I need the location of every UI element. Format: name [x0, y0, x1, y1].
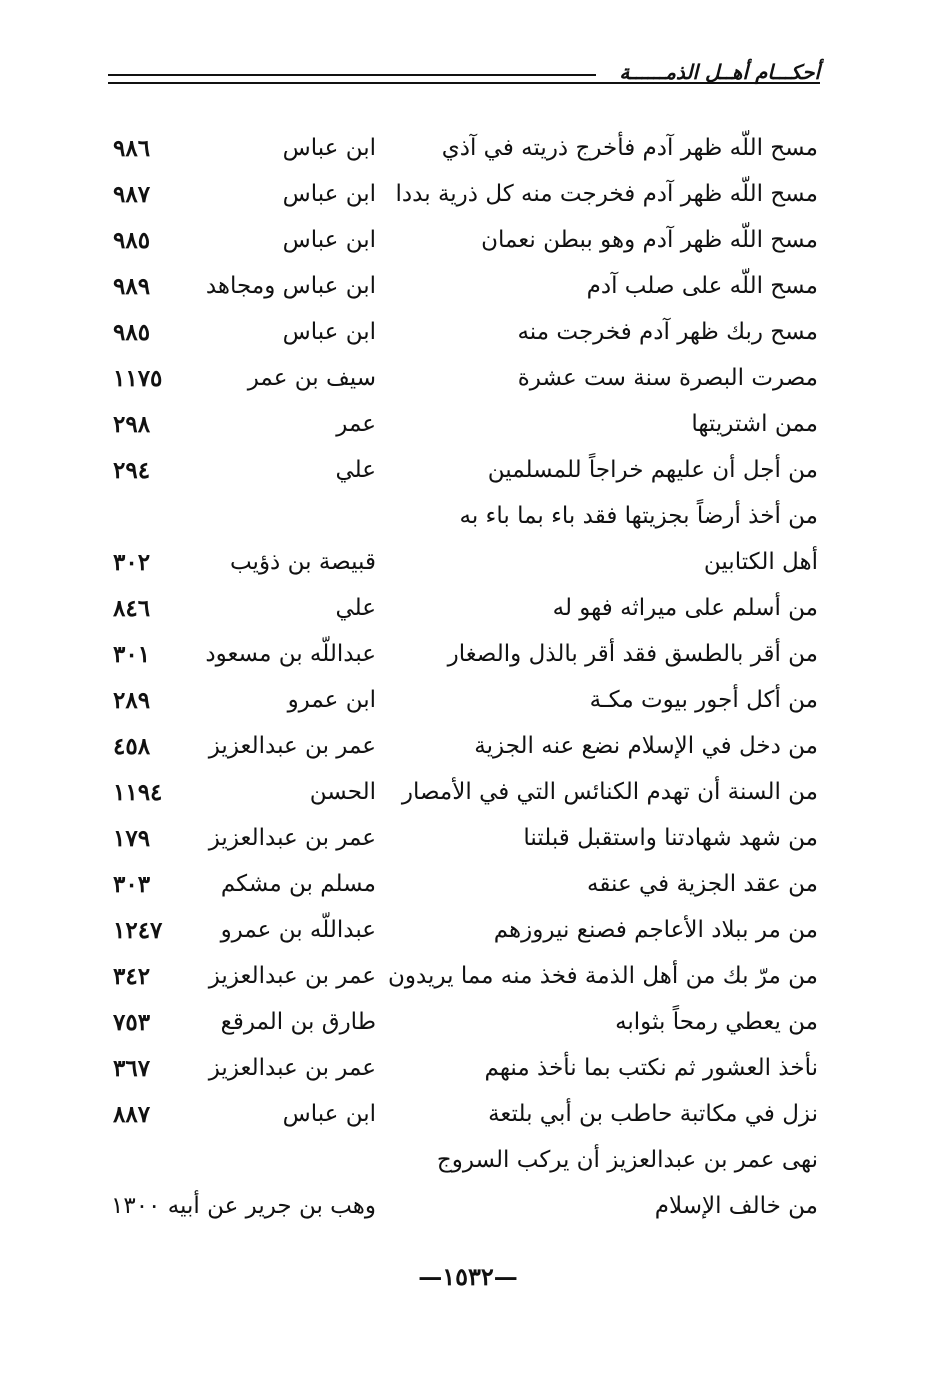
index-row: [0, 955, 936, 1001]
index-row: [0, 173, 936, 219]
page-reference: ٣٠١: [113, 641, 151, 668]
index-row: [0, 311, 936, 357]
index-row: [0, 909, 936, 955]
narrator-name: ابن عباس: [282, 181, 376, 207]
page-reference: ٨٨٧: [113, 1101, 151, 1128]
index-row: [0, 587, 936, 633]
page-reference: ١٢٤٧: [113, 917, 163, 944]
hadith-text: أهل الكتابين: [703, 549, 818, 575]
index-row: [0, 495, 936, 541]
narrator-name: علي: [335, 595, 376, 621]
page-reference: ٣٠٢: [113, 549, 151, 576]
header-rule-upper: [108, 74, 596, 76]
hadith-text: مسح اللّه ظهر آدم فأخرج ذريته في آذي: [441, 135, 818, 161]
narrator-name: سيف بن عمر: [247, 365, 376, 391]
hadith-text: من خالف الإسلام: [654, 1193, 818, 1219]
hadith-text: من مرّ بك من أهل الذمة فخذ منه مما يريدون: [387, 963, 818, 989]
index-row: [0, 449, 936, 495]
hadith-text: نزل في مكاتبة حاطب بن أبي بلتعة: [488, 1101, 818, 1127]
hadith-text: من يعطي رمحاً بثوابه: [615, 1009, 818, 1035]
page-reference: ٢٨٩: [113, 687, 151, 714]
header-title: أحكـــام أهــل الذمــــــة: [619, 60, 820, 84]
page-reference: ٧٥٣: [113, 1009, 151, 1036]
hadith-text: من أكل أجور بيوت مكـة: [589, 687, 818, 713]
index-row: [0, 633, 936, 679]
index-row: [0, 219, 936, 265]
narrator-name: ابن عباس: [282, 135, 376, 161]
narrator-name: عمر: [336, 411, 376, 437]
narrator-name: الحسن: [309, 779, 376, 805]
hadith-text: من أسلم على ميراثه فهو له: [552, 595, 818, 621]
narrator-name: عمر بن عبدالعزيز: [208, 1055, 376, 1081]
hadith-text: من السنة أن تهدم الكنائس التي في الأمصار: [401, 779, 818, 805]
hadith-text: من أجل أن عليهم خراجاً للمسلمين: [487, 457, 818, 483]
page-reference: ٩٨٩: [113, 273, 151, 300]
index-row: [0, 1093, 936, 1139]
running-header: [108, 60, 820, 100]
narrator-name: عمر بن عبدالعزيز: [208, 963, 376, 989]
index-row: [0, 1185, 936, 1231]
index-row: [0, 403, 936, 449]
index-row: [0, 679, 936, 725]
page-reference: ٩٨٦: [113, 135, 151, 162]
hadith-text: من شهد شهادتنا واستقبل قبلتنا: [523, 825, 818, 851]
hadith-text: نهى عمر بن عبدالعزيز أن يركب السروج: [436, 1147, 818, 1173]
page-reference: ٩٨٥: [113, 319, 151, 346]
narrator-name: علي: [335, 457, 376, 483]
narrator-name: عبداللّه بن مسعود: [205, 641, 376, 667]
index-row: [0, 357, 936, 403]
page-reference: ٣٦٧: [113, 1055, 151, 1082]
hadith-text: من دخل في الإسلام نضع عنه الجزية: [474, 733, 818, 759]
narrator-name: عمر بن عبدالعزيز: [208, 733, 376, 759]
hadith-text: مصرت البصرة سنة ست عشرة: [517, 365, 818, 391]
narrator-name: ابن عباس: [282, 1101, 376, 1127]
index-row: [0, 541, 936, 587]
narrator-name: عمر بن عبدالعزيز: [208, 825, 376, 851]
index-row: [0, 127, 936, 173]
hadith-text: ممن اشتريتها: [691, 411, 818, 437]
page-reference: ٣٠٣: [113, 871, 151, 898]
hadith-text: مسح اللّه على صلب آدم: [586, 273, 818, 299]
hadith-text: مسح اللّه ظهر آدم وهو ببطن نعمان: [481, 227, 818, 253]
index-row: [0, 725, 936, 771]
narrator-name: قبيصة بن ذؤيب: [229, 549, 376, 575]
page-reference: ١١٩٤: [113, 779, 163, 806]
index-row: [0, 1001, 936, 1047]
narrator-name: وهب بن جرير عن أبيه ١٣٠٠: [110, 1193, 376, 1219]
index-row: [0, 265, 936, 311]
hadith-text: مسح اللّه ظهر آدم فخرجت منه كل ذرية بددا: [395, 181, 818, 207]
hadith-text: من عقد الجزية في عنقه: [587, 871, 818, 897]
narrator-name: ابن عباس: [282, 319, 376, 345]
page-reference: ٢٩٤: [113, 457, 151, 484]
page-number: —١٥٣٢—: [418, 1262, 518, 1291]
narrator-name: ابن عباس: [282, 227, 376, 253]
hadith-text: من أقر بالطسق فقد أقر بالذل والصغار: [447, 641, 818, 667]
page-reference: ٢٩٨: [113, 411, 151, 438]
narrator-name: مسلم بن مشكم: [220, 871, 376, 897]
narrator-name: ابن عمرو: [287, 687, 376, 713]
page-reference: ٣٤٢: [113, 963, 151, 990]
narrator-name: طارق بن المرقع: [220, 1009, 376, 1035]
narrator-name: عبداللّه بن عمرو: [220, 917, 376, 943]
narrator-name: ابن عباس ومجاهد: [205, 273, 376, 299]
hadith-text: نأخذ العشور ثم نكتب بما نأخذ منهم: [484, 1055, 818, 1081]
hadith-text: من أخذ أرضاً بجزيتها فقد باء بما باء به: [459, 503, 818, 529]
page-reference: ١١٧٥: [113, 365, 163, 392]
index-row: [0, 1047, 936, 1093]
page-reference: ٤٥٨: [113, 733, 151, 760]
page-reference: ٨٤٦: [113, 595, 151, 622]
index-entries: [0, 127, 936, 1231]
index-row: [0, 1139, 936, 1185]
page-reference: ٩٨٥: [113, 227, 151, 254]
hadith-text: مسح ربك ظهر آدم فخرجت منه: [517, 319, 818, 345]
index-row: [0, 817, 936, 863]
index-row: [0, 771, 936, 817]
page-reference: ٩٨٧: [113, 181, 151, 208]
index-row: [0, 863, 936, 909]
page-reference: ١٧٩: [113, 825, 151, 852]
hadith-text: من مر ببلاد الأعاجم فصنع نيروزهم: [493, 917, 818, 943]
header-rule-lower: [108, 82, 820, 84]
